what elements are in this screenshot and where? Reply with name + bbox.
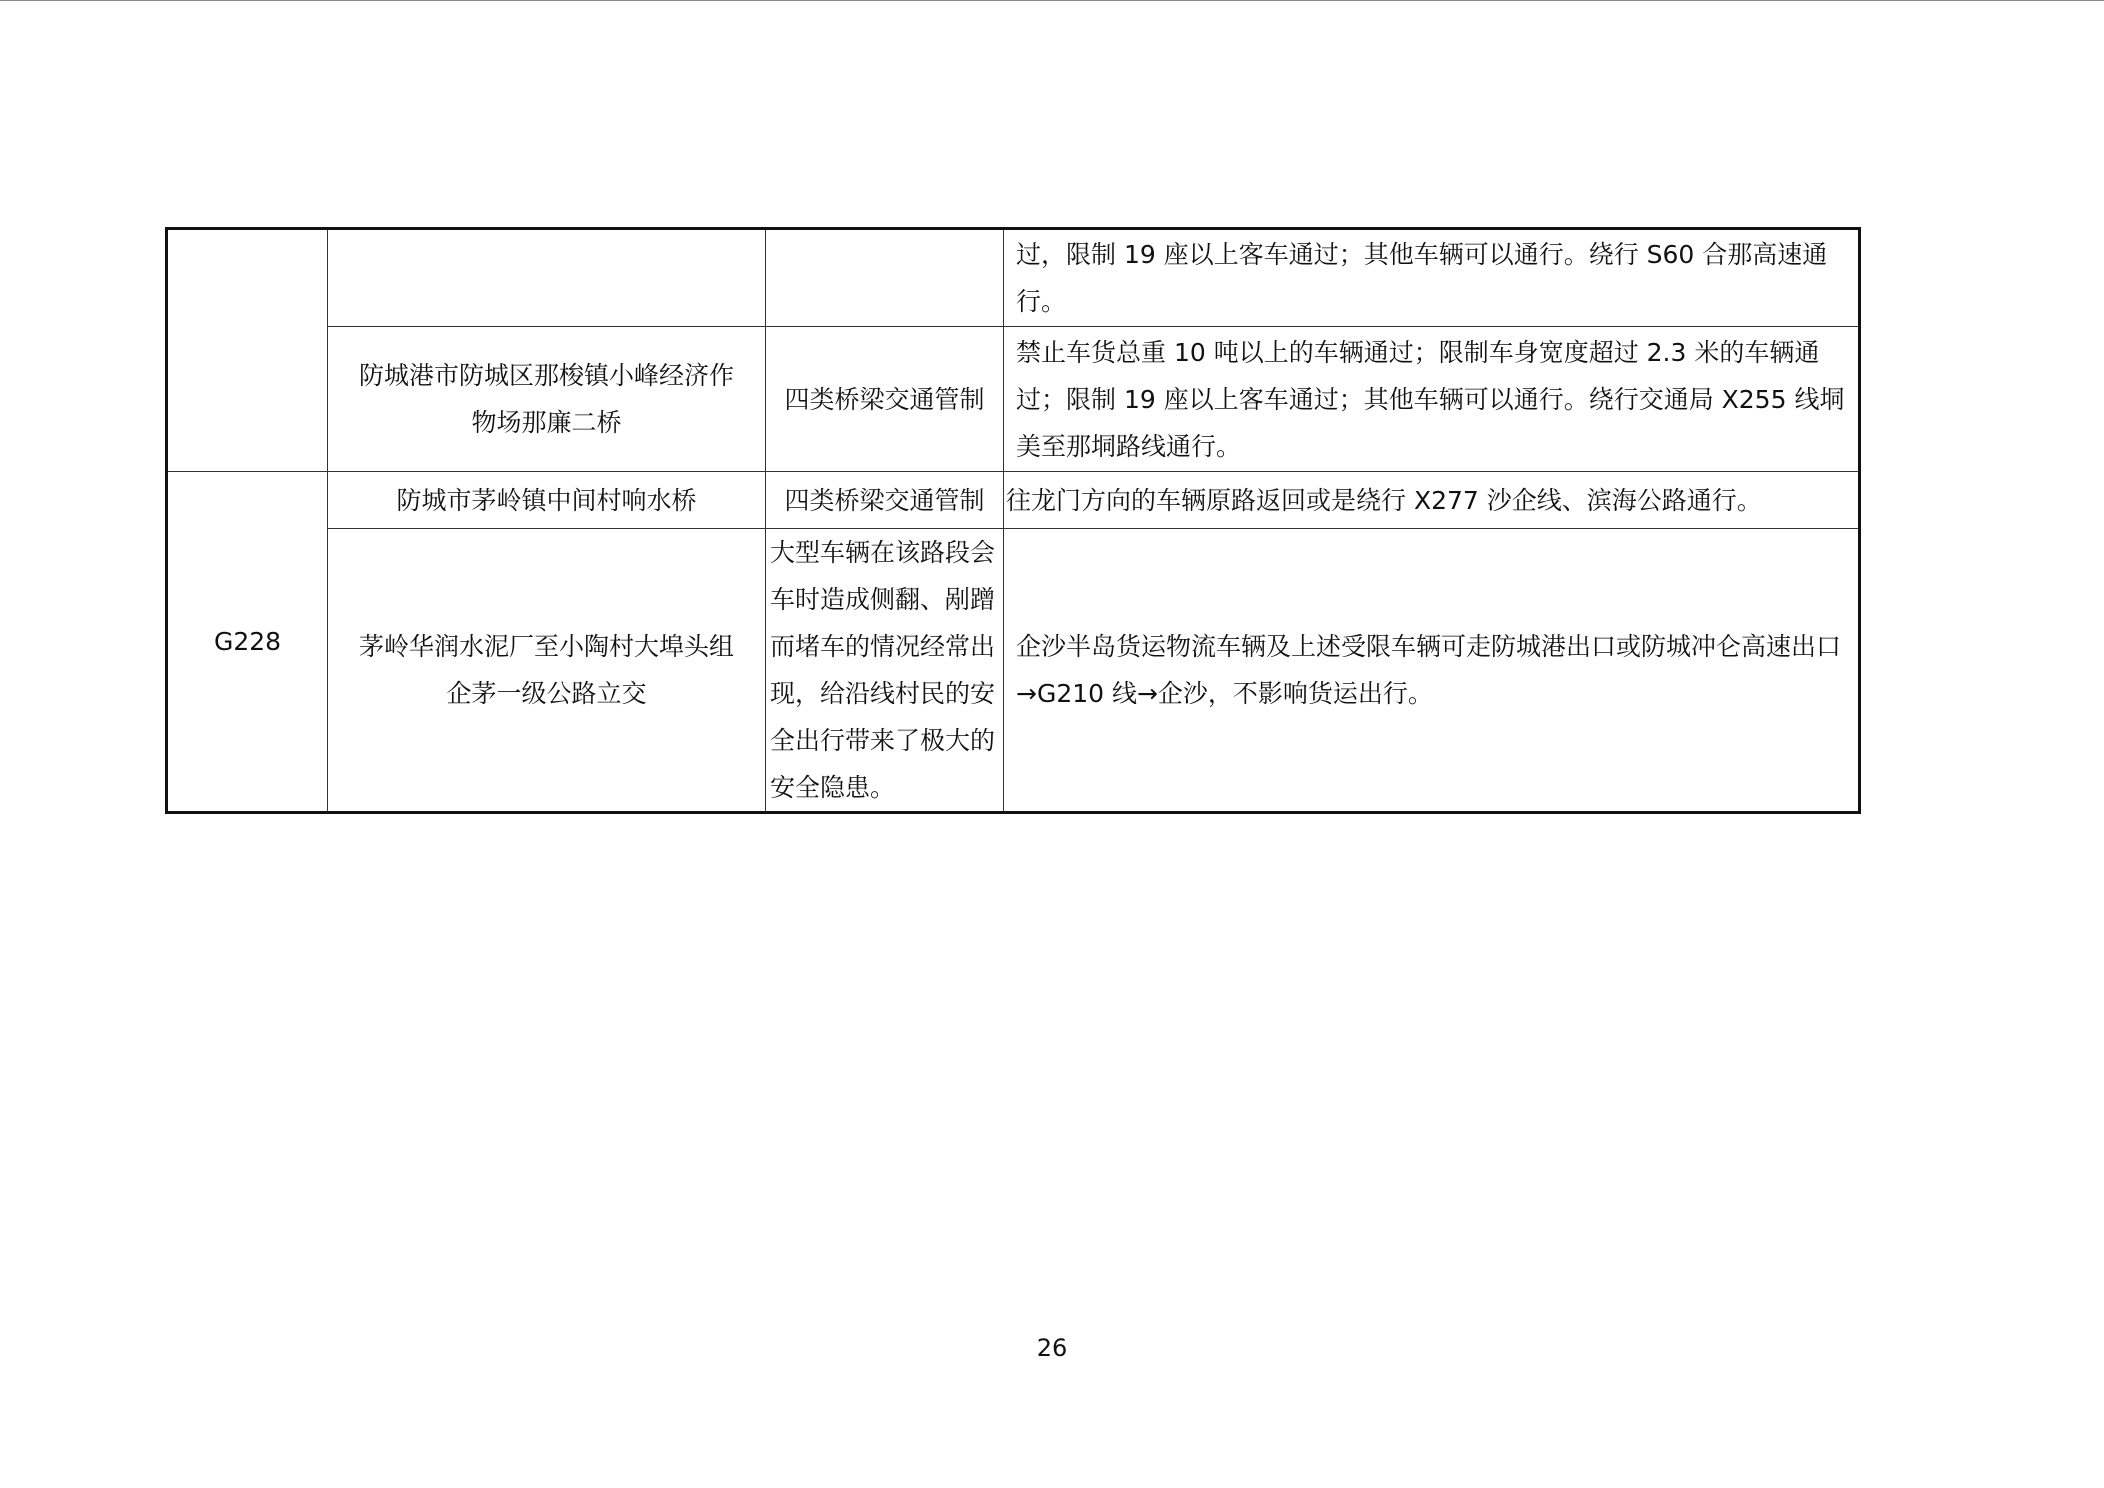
page-top-edge <box>0 0 2104 1</box>
control-type-cell: 大型车辆在该路段会车时造成侧翻、剐蹭而堵车的情况经常出现，给沿线村民的安全出行带来了极大的安全隐患。 <box>766 529 1004 813</box>
location-cell: 茅岭华润水泥厂至小陶村大埠头组企茅一级公路立交 <box>328 529 766 813</box>
control-type-cell: 四类桥梁交通管制 <box>766 327 1004 472</box>
measure-cell: 过，限制 19 座以上客车通过；其他车辆可以通行。绕行 S60 合那高速通行。 <box>1004 229 1860 327</box>
table-row <box>167 472 1860 529</box>
table-row <box>167 529 1860 813</box>
location-cell <box>328 229 766 327</box>
location-cell: 防城港市防城区那梭镇小峰经济作物场那廉二桥 <box>328 327 766 472</box>
route-cell: G228 <box>167 472 328 813</box>
control-type-cell <box>766 229 1004 327</box>
control-type-cell: 四类桥梁交通管制 <box>766 472 1004 529</box>
table-row <box>167 229 1860 327</box>
route-cell <box>167 229 328 472</box>
measure-cell: 企沙半岛货运物流车辆及上述受限车辆可走防城港出口或防城冲仑高速出口→G210 线→企沙，不影响货运出行。 <box>1004 529 1860 813</box>
location-cell: 防城市茅岭镇中间村响水桥 <box>328 472 766 529</box>
measure-cell: 往龙门方向的车辆原路返回或是绕行 X277 沙企线、滨海公路通行。 <box>1004 472 1860 529</box>
measure-cell: 禁止车货总重 10 吨以上的车辆通过；限制车身宽度超过 2.3 米的车辆通过；限制 19 座以上客车通过；其他车辆可以通行。绕行交通局 X255 线垌美至那垌路线通行。 <box>1004 327 1860 472</box>
table-row <box>167 327 1860 472</box>
page-number: 26 <box>1036 1334 1068 1362</box>
traffic-control-table <box>165 227 1861 814</box>
